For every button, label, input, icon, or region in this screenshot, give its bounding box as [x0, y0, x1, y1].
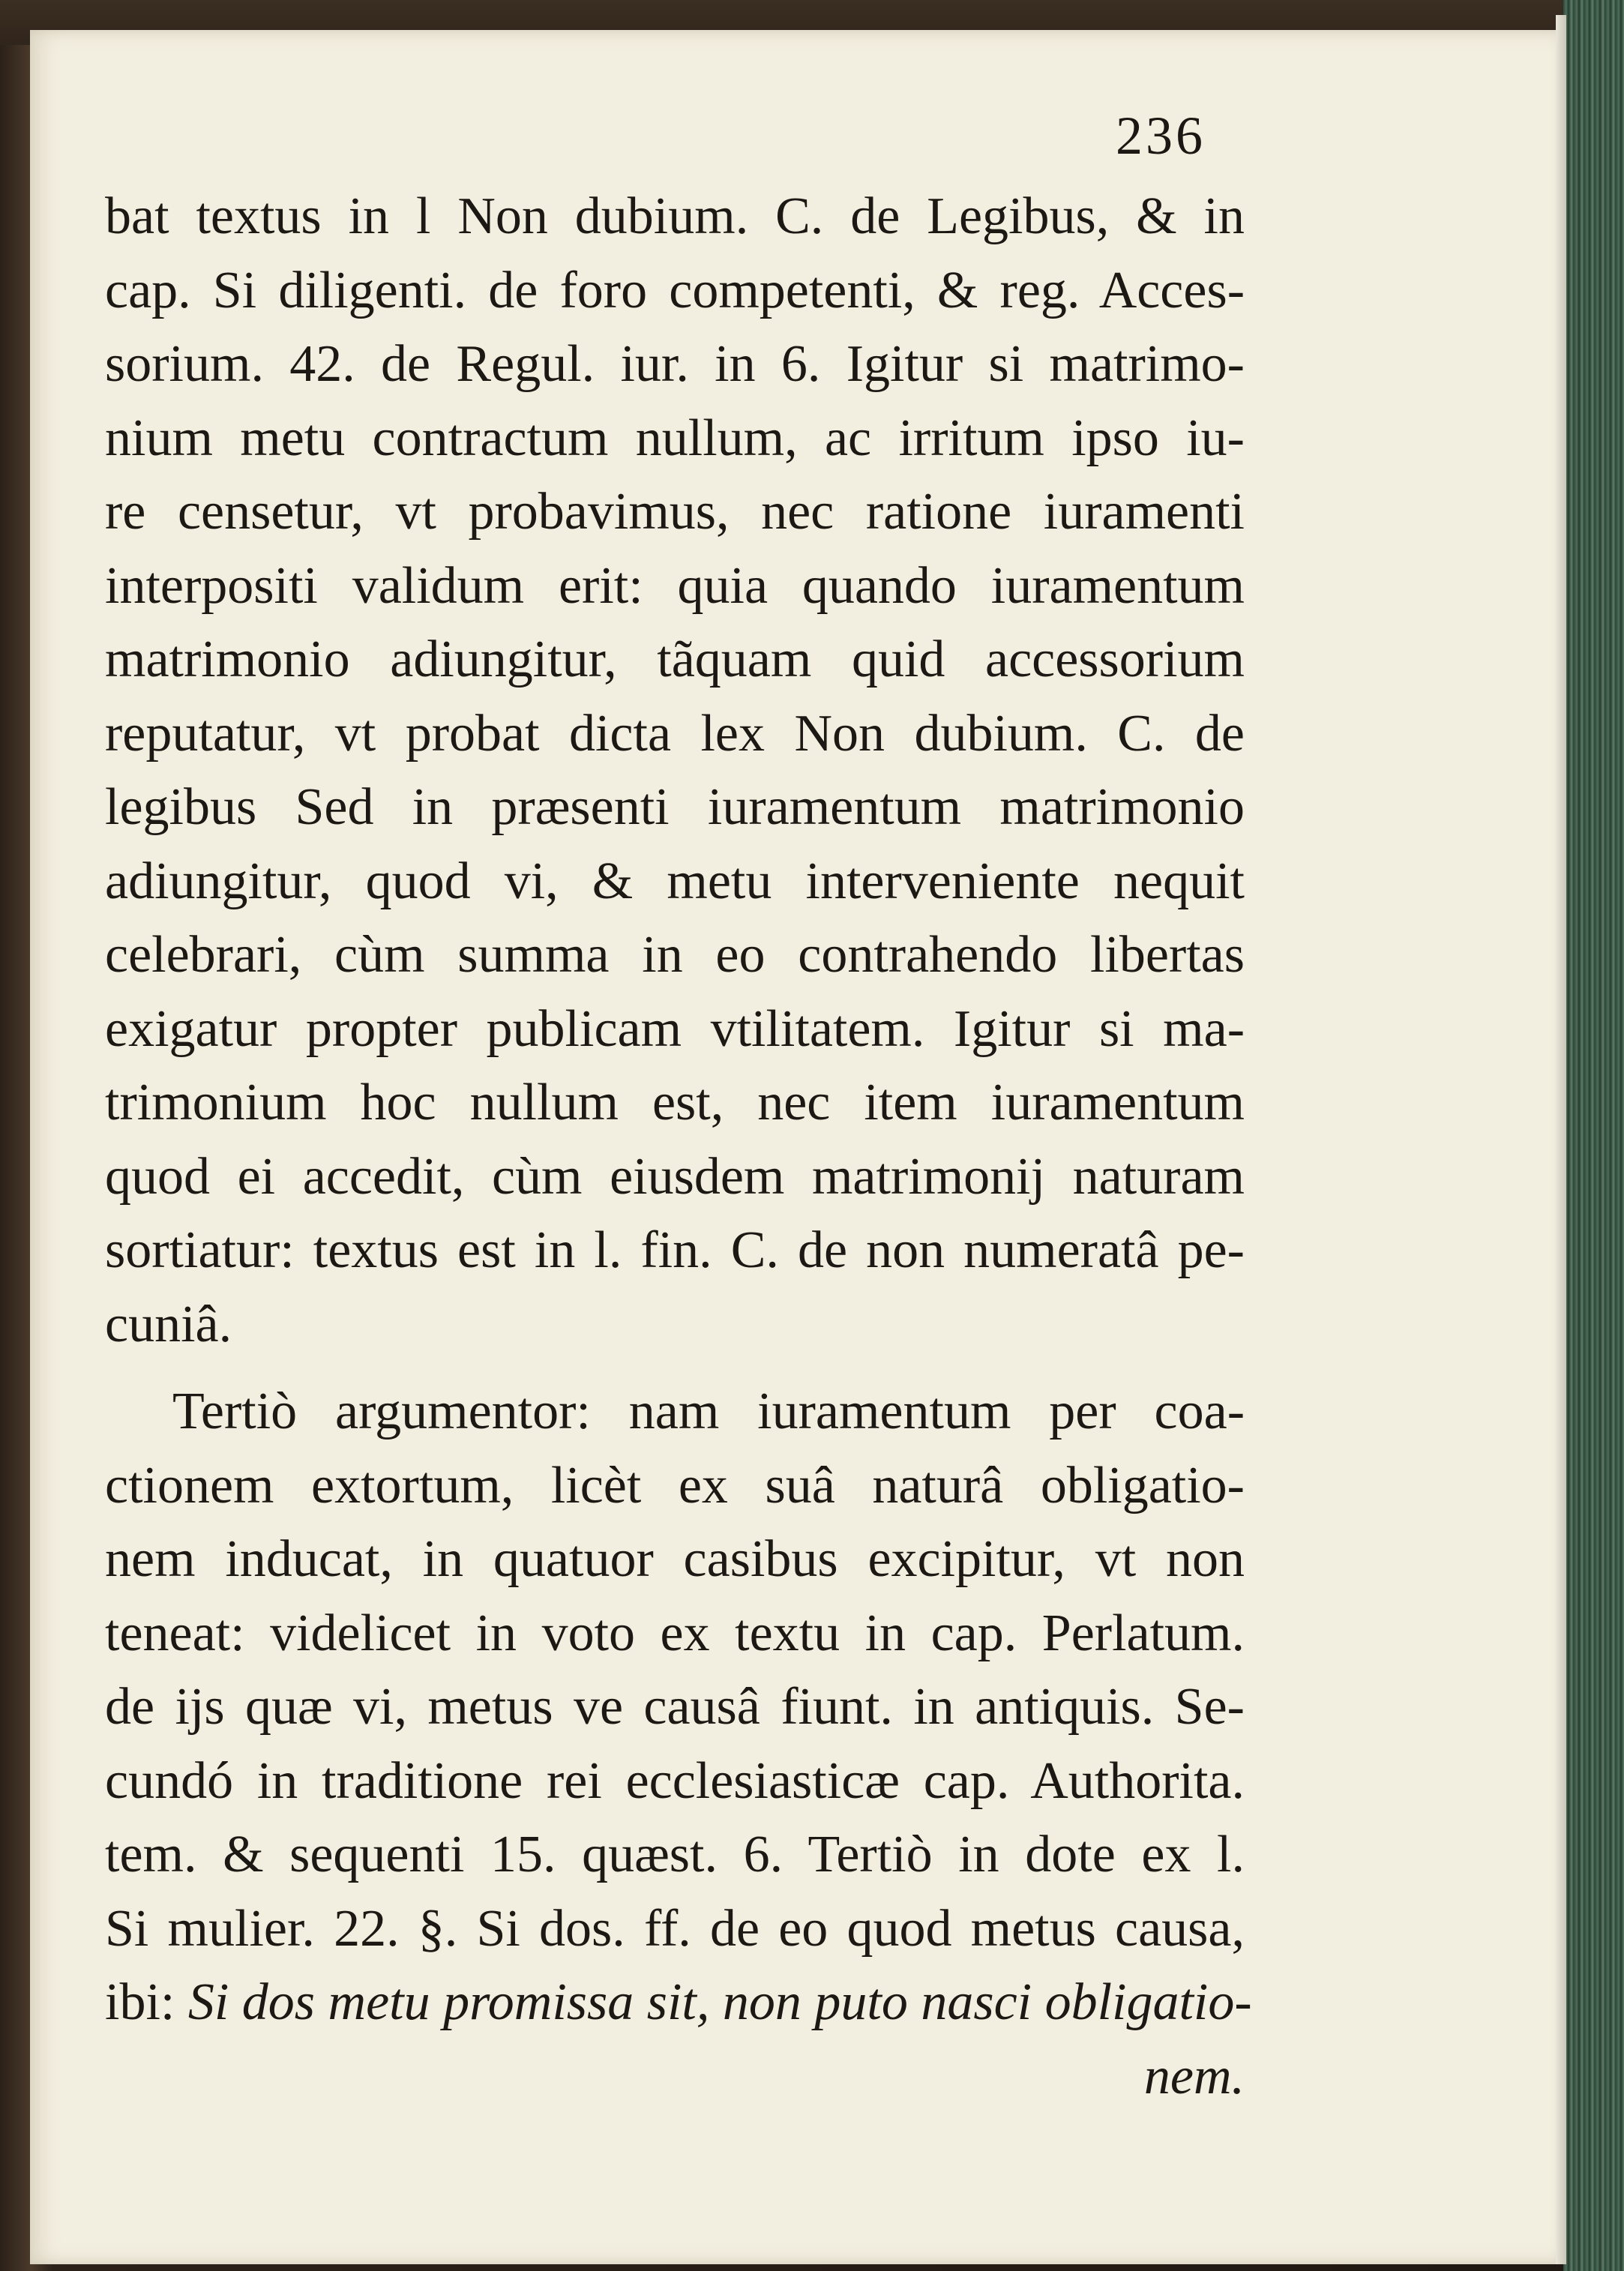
- page-number: 236: [1116, 106, 1206, 166]
- text-line: cundó in traditione rei ecclesiasticæ cap. Authorita.: [105, 1751, 1245, 1810]
- text-line: sortiatur: textus est in l. fin. C. de non numeratâ pe-: [105, 1221, 1245, 1279]
- body-text: [105, 180, 1252, 2114]
- text-line: nem inducat, in quatuor casibus excipitur, vt non: [105, 1530, 1245, 1588]
- quote-prefix: ibi:: [105, 1973, 188, 2031]
- text-line: tem. & sequenti 15. quæst. 6. Tertiò in dote ex l.: [105, 1826, 1245, 1883]
- text-line: nium metu contractum nullum, ac irritum ipso iu-: [105, 409, 1245, 467]
- paragraph-1: [105, 180, 1245, 1362]
- text-line: sorium. 42. de Regul. iur. in 6. Igitur si matrimo-: [105, 335, 1245, 393]
- text-line: quod ei accedit, cùm eiusdem matrimonij naturam: [105, 1147, 1245, 1206]
- paragraph-gap: [105, 1362, 1245, 1375]
- text-line: adiungitur, quod vi, & metu interveniente nequit: [105, 852, 1245, 910]
- text-line: de ijs quæ vi, metus ve causâ fiunt. in antiquis. Se-: [105, 1678, 1245, 1736]
- book-fore-edge: [1563, 0, 1624, 2271]
- text-line: exigatur propter publicam vtilitatem. Igitur si ma-: [105, 999, 1245, 1058]
- text-line: trimonium hoc nullum est, nec item iuramentum: [105, 1074, 1245, 1131]
- quote-continuation: nem.: [1143, 2047, 1245, 2105]
- page-margin-edge: [1556, 15, 1566, 2264]
- text-line: matrimonio adiungitur, tãquam quid accessorium: [105, 631, 1245, 688]
- text-line: re censetur, vt probavimus, nec ratione iuramenti: [105, 483, 1245, 541]
- text-line: legibus Sed in præsenti iuramentum matrimonio: [105, 778, 1245, 836]
- text-line: bat textus in l Non dubium. C. de Legibus, & in: [105, 187, 1245, 245]
- text-line: reputatur, vt probat dicta lex Non dubium. C. de: [105, 704, 1245, 762]
- text-line: Tertiò argumentor: nam iuramentum per coa-: [172, 1383, 1245, 1440]
- text-line: celebrari, cùm summa in eo contrahendo libertas: [105, 926, 1245, 984]
- text-line: teneat: videlicet in voto ex textu in cap. Perlatum.: [105, 1604, 1245, 1662]
- text-line: Si mulier. 22. §. Si dos. ff. de eo quod metus causa,: [105, 1899, 1245, 1958]
- text-line-quote: [105, 1966, 1252, 2040]
- paragraph-2: [105, 1375, 1252, 2114]
- text-line: cap. Si diligenti. de foro competenti, & reg. Acces-: [105, 261, 1245, 319]
- quote-italic: Si dos metu promissa sit, non puto nasci obligatio-: [187, 1973, 1252, 2031]
- text-line: interpositi validum erit: quia quando iuramentum: [105, 556, 1245, 615]
- text-line: cuniâ.: [105, 1295, 232, 1353]
- text-line: ctionem extortum, licèt ex suâ naturâ obligatio-: [105, 1456, 1245, 1514]
